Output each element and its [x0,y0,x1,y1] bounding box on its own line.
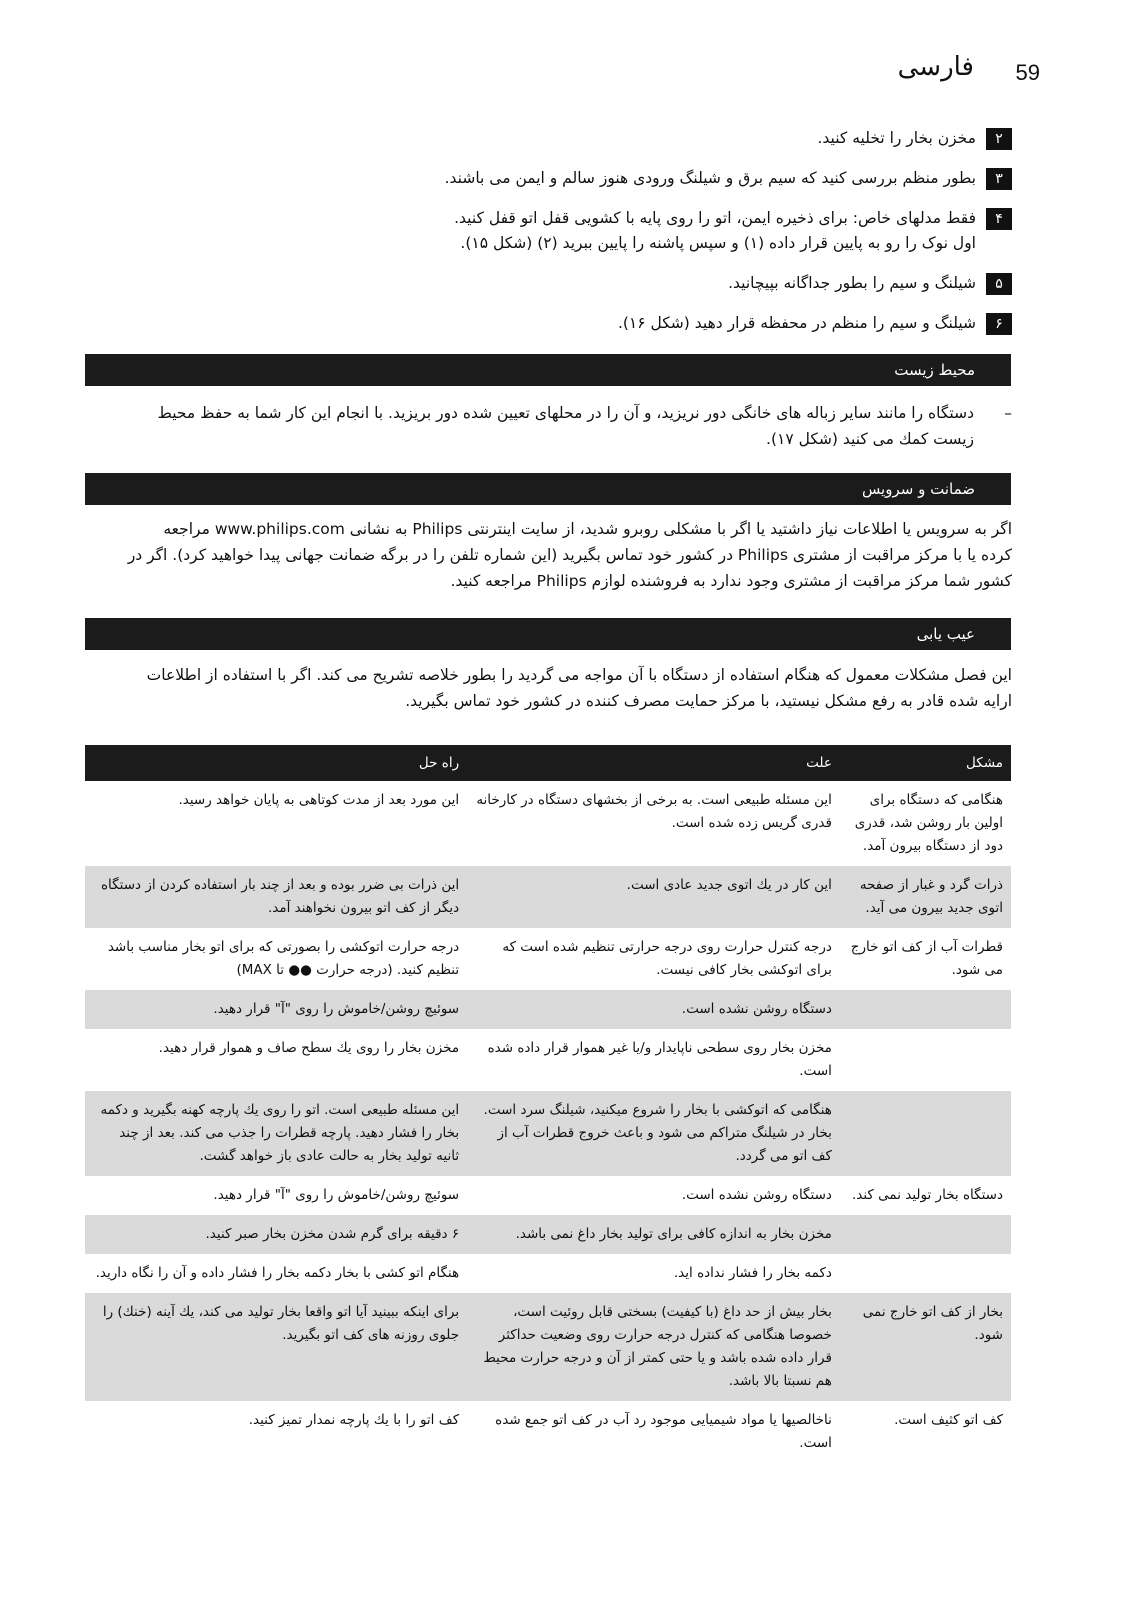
step-text: شیلنگ و سیم را بطور جداگانه بپیچانید. [728,274,976,292]
cause-cell: دستگاه روشن نشده است. [467,990,840,1029]
environment-line: زیست کمك می کنید (شکل ۱۷). [766,430,974,448]
problem-cell: بخار از کف اتو خارج نمی شود. [840,1293,1011,1401]
environment-line: دستگاه را مانند سایر زباله های خانگی دور نریزید، و آن را در محلهای تعیین شده دور بریزید. با انجام این کار شما به حفظ محیط [157,404,974,422]
solution-cell: کف اتو را با یك پارچه نمدار تمیز کنید. [248,1412,460,1428]
cause-cell: دکمه بخار را فشار نداده اید. [673,1265,832,1281]
section-heading-environment [85,354,1011,386]
warranty-line: اگر به سرویس یا اطلاعات نیاز داشتید یا اگر با مشکلی روبرو شدید، از سایت اینترنتی Philips به نشانی www.philips.com مراجعه [163,520,1012,538]
problem-cell: دستگاه بخار تولید نمی کند. [851,1187,1003,1203]
cause-cell: مخزن بخار روی سطحی ناپایدار و/یا غیر هموار قرار داده شده است. [487,1040,832,1079]
section-heading-text: عیب یابی [916,625,975,643]
problem-cell: ذرات گرد و غبار از صفحه اتوی جدید بیرون می آید. [840,866,1011,928]
cause-cell: هنگامی که اتوکشی با بخار را شروع میکنید، شیلنگ سرد است. بخار در شیلنگ متراکم می شود و باعث خروج قطرات آب از کف اتو می گردد. [467,1091,840,1176]
storage-steps [72,126,1012,351]
step-number: ۵ [986,273,1012,295]
cause-cell: این کار در یك اتوی جدید عادی است. [467,866,840,928]
cause-cell: بخار بیش از حد داغ (با کیفیت) بسختی قابل روئیت است، خصوصا هنگامی که کنترل درجه حرارت روی وضعیت حداکثر قرار داده شده باشد و یا حتی کمتر از آن و درجه حرارت محیط هم نسبتا بالا باشد. [467,1293,840,1401]
solution-cell: این مورد بعد از مدت کوتاهی به پایان خواهد رسید. [178,792,460,808]
column-header-cause: علت [467,745,840,781]
problem-cell: کف اتو کثیف است. [894,1412,1003,1428]
solution-cell: هنگام اتو کشی با بخار دکمه بخار را فشار داده و آن را نگاه دارید. [95,1265,460,1281]
section-heading-troubleshooting [85,618,1011,650]
table-row [85,1215,1011,1254]
solution-cell: ۶ دقیقه برای گرم شدن مخزن بخار صبر کنید. [85,1215,467,1254]
step-number: ۶ [986,313,1012,335]
warranty-line: کشور شما مرکز مراقبت از مشتری وجود ندارد به فروشنده لوازم Philips مراجعه کنید. [450,572,1012,590]
step-text: بطور منظم بررسی کنید که سیم برق و شیلنگ ورودی هنوز سالم و ایمن می باشند. [444,169,976,187]
step-number: ۲ [986,128,1012,150]
troubleshooting-intro [86,662,1012,714]
environment-item [86,400,1012,452]
step-item [72,166,1012,191]
table-row [85,1254,1011,1293]
problem-cell [840,1215,1011,1254]
section-heading-text: ضمانت و سرویس [861,480,975,498]
solution-cell: مخزن بخار را روی یك سطح صاف و هموار قرار دهید. [158,1040,460,1056]
step-item [72,126,1012,151]
intro-line: این فصل مشکلات معمول که هنگام استفاده از دستگاه با آن مواجه می گردید را بطور خلاصه تشریح می کند. اگر با استفاده از اطلاعات [146,666,1012,684]
step-text: اول نوک را رو به پایین قرار داده (۱) و سپس پاشنه را پایین ببرید (۲) (شکل ۱۵). [460,234,976,252]
table-row [85,866,1011,928]
page-header [80,52,1040,92]
table-row [85,1091,1011,1176]
table-header-row [85,745,1011,781]
problem-cell: قطرات آب از کف اتو خارج می شود. [850,939,1003,978]
table-row [85,1401,1011,1463]
step-item [72,311,1012,336]
section-heading-warranty [85,473,1011,505]
intro-line: ارایه شده قادر به رفع مشکل نیستید، با مرکز حمایت مصرف کننده در کشور خود تماس بگیرید. [405,692,1012,710]
step-text: شیلنگ و سیم را منظم در محفظه قرار دهید (شکل ۱۶). [617,314,976,332]
dash-marker: – [1004,404,1012,422]
column-header-solution: راه حل [85,745,467,781]
cause-cell: مخزن بخار به اندازه کافی برای تولید بخار داغ نمی باشد. [467,1215,840,1254]
solution-cell: سوئیچ روشن/خاموش را روی "آ" قرار دهید. [213,1187,460,1203]
problem-cell [840,1254,1011,1293]
problem-cell [840,1029,1011,1091]
problem-cell: هنگامی که دستگاه برای اولین بار روشن شد، قدری دود از دستگاه بیرون آمد. [854,792,1003,854]
cause-cell: این مسئله طبیعی است. به برخی از بخشهای دستگاه در کارخانه قدری گریس زده شده است. [476,792,832,831]
table-row [85,1176,1011,1215]
solution-cell: این ذرات بی ضرر بوده و بعد از چند بار استفاده کردن از دستگاه دیگر از کف اتو بیرون نخواهند آمد. [85,866,467,928]
troubleshooting-table [85,745,1011,1463]
solution-cell: درجه حرارت اتوکشی را بصورتی که برای اتو بخار مناسب باشد تنظیم کنید. (درجه حرارت ●● تا MAX) [107,939,460,978]
solution-cell: سوئیچ روشن/خاموش را روی "آ" قرار دهید. [85,990,467,1029]
step-text: مخزن بخار را تخلیه کنید. [817,129,976,147]
cause-cell: درجه کنترل حرارت روی درجه حرارتی تنظیم شده است که برای اتوکشی بخار کافی نیست. [502,939,832,978]
table-row [85,990,1011,1029]
section-heading-text: محیط زیست [894,361,975,379]
table-row [85,928,1011,990]
table-row [85,1293,1011,1401]
step-number: ۴ [986,208,1012,230]
language-title: فارسی [897,52,974,82]
page-number: 59 [1015,60,1040,85]
cause-cell: ناخالصیها یا مواد شیمیایی موجود رد آب در کف اتو جمع شده است. [495,1412,832,1451]
table-row [85,1029,1011,1091]
step-item [72,271,1012,296]
warranty-paragraph [86,516,1012,594]
problem-cell [840,1091,1011,1176]
column-header-problem: مشکل [840,745,1011,781]
step-number: ۳ [986,168,1012,190]
warranty-line: کرده یا با مرکز مراقبت از مشتری Philips در کشور خود تماس بگیرید (این شماره تلفن را در برگه ضمانت جهانی پیدا خواهید کرد). اگر در [127,546,1012,564]
table-row [85,781,1011,866]
step-text: فقط مدلهای خاص: برای ذخیره ایمن، اتو را روی پایه با کشویی قفل اتو قفل کنید. [454,209,976,227]
cause-cell: دستگاه روشن نشده است. [681,1187,832,1203]
problem-cell [840,990,1011,1029]
solution-cell: برای اینکه ببینید آیا اتو واقعا بخار تولید می کند، یك آینه (خنك) را جلوی روزنه های کف اتو بگیرید. [85,1293,467,1401]
step-item [72,206,1012,256]
solution-cell: این مسئله طبیعی است. اتو را روی یك پارچه کهنه بگیرید و دکمه بخار را فشار دهید. پارچه قطرات را جذب می کند. بعد از چند ثانیه تولید بخار به حالت عادی باز خواهد گشت. [85,1091,467,1176]
